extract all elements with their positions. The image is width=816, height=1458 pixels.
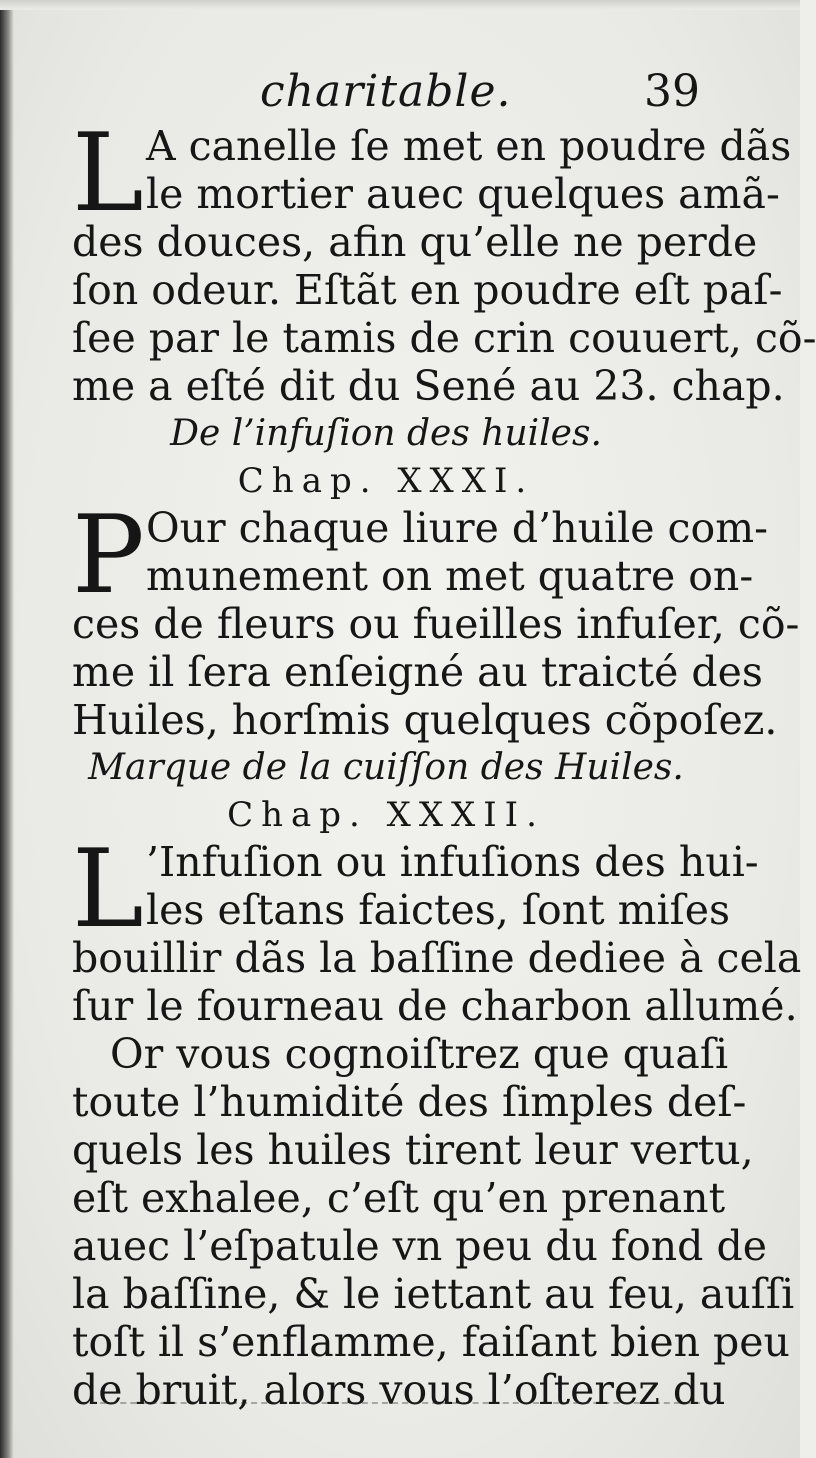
text-line: toute l’humidité des ſimples deſ- (72, 1078, 747, 1126)
text-line: auec l’eſpatule vn peu du fond de (72, 1222, 767, 1270)
paragraph-3 (72, 827, 802, 1030)
paragraph-4 (72, 1030, 795, 1414)
drop-cap: P (72, 493, 145, 618)
text-line: eſt exhalee, c’eſt qu’en prenant (72, 1174, 726, 1222)
page-number: 39 (644, 66, 700, 117)
chapter-heading: Chap. XXXII. (227, 795, 545, 835)
text-line: ces de fleurs ou fueilles infuſer, cõ- (72, 600, 800, 648)
page-top-edge (0, 0, 800, 10)
section-title: Marque de la cuiſſon des Huiles. (88, 747, 684, 788)
text-line: me il ſera enſeigné au traicté des (72, 648, 763, 696)
text-line: munement on met quatre on- (146, 552, 754, 600)
binding-shadow (0, 0, 14, 1458)
text-line: me a eſté dit du Sené au 23. chap. (72, 362, 785, 410)
text-line: ſon odeur. Eſtãt en poudre eſt paſ- (72, 266, 783, 314)
paragraph-2 (72, 493, 800, 744)
paragraph-1 (72, 111, 816, 410)
text-line: Huiles, horſmis quelques cõpoſez. (72, 696, 778, 744)
text-line: bouillir dãs la baſſine dediee à cela (72, 934, 802, 982)
text-line: la baſſine, & le iettant au feu, auſſi (72, 1270, 795, 1318)
text-line: Or vous cognoiſtrez que quaſi (110, 1030, 729, 1078)
text-line: A canelle ſe met en poudre dãs (146, 122, 792, 170)
text-line: des douces, afin qu’elle ne perde (72, 218, 758, 266)
section-title: De l’infuſion des huiles. (170, 413, 602, 454)
text-line: Our chaque liure d’huile com- (146, 504, 768, 552)
text-line: le mortier auec quelques amã- (146, 170, 780, 218)
text-line: ſee par le tamis de crin couuert, cõ- (72, 314, 816, 362)
text-line: quels les huiles tirent leur vertu, (72, 1126, 754, 1174)
drop-cap: L (72, 111, 144, 236)
text-line: toſt il s’enflamme, faiſant bien peu (72, 1318, 790, 1366)
running-title: charitable. (260, 66, 512, 117)
text-line: les eſtans faictes, ſont miſes (146, 886, 731, 934)
text-line: ſur le fourneau de charbon allumé. (72, 982, 798, 1030)
text-block (72, 111, 816, 1414)
drop-cap: L (72, 827, 144, 952)
page-header (70, 62, 700, 122)
bottom-underline (80, 1402, 700, 1404)
chapter-heading: Chap. XXXI. (237, 461, 535, 501)
text-line: ’Infuſion ou infuſions des hui- (146, 838, 759, 886)
text-line: de bruit, alors vous l’oſterez du (72, 1366, 726, 1414)
